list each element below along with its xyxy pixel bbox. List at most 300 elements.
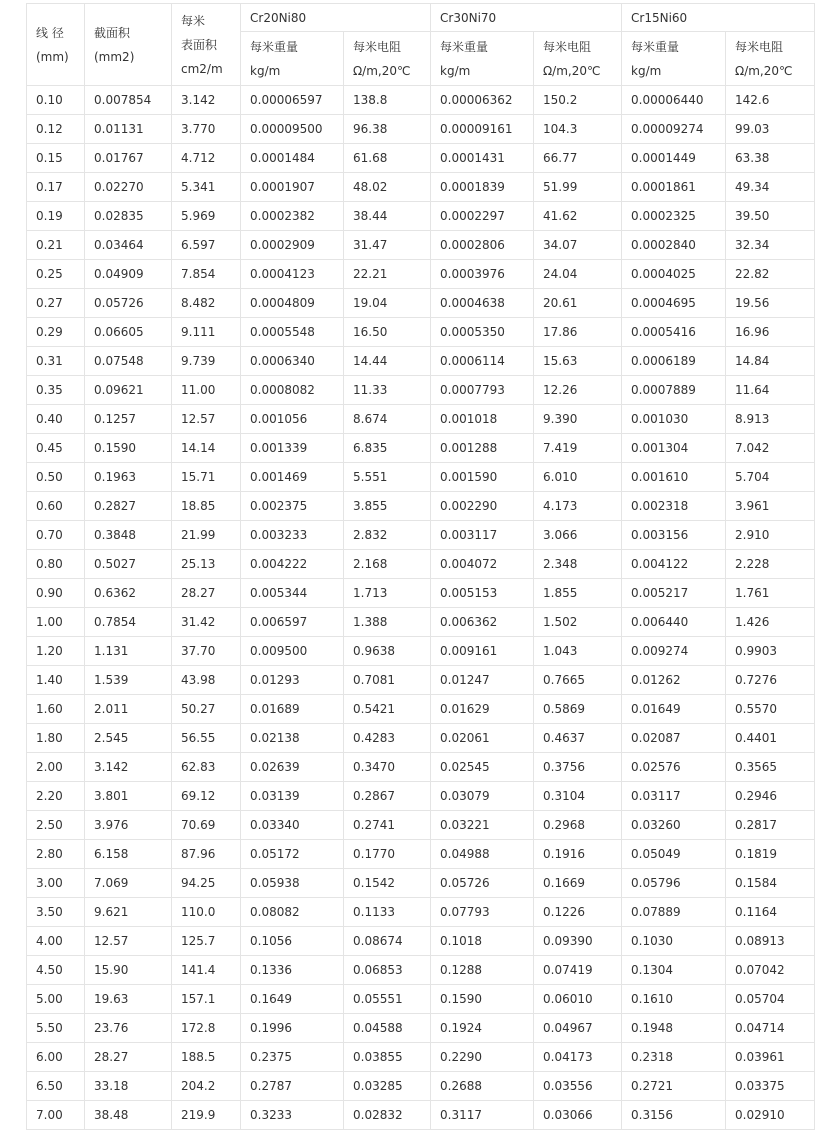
table-cell: 31.47 [344,231,431,260]
table-cell: 69.12 [172,782,241,811]
table-cell: 0.2721 [622,1072,726,1101]
table-cell: 0.1018 [431,927,534,956]
header-resistance-label: 每米电阻 [543,39,592,54]
table-cell: 6.010 [534,463,622,492]
table-cell: 0.006440 [622,608,726,637]
table-row [27,724,815,753]
table-cell: 61.68 [344,144,431,173]
table-cell: 0.9903 [726,637,815,666]
header-weight-label: 每米重量 [250,39,299,54]
table-row [27,318,815,347]
table-cell: 0.60 [27,492,85,521]
table-cell: 0.3565 [726,753,815,782]
table-row [27,463,815,492]
table-row [27,434,815,463]
table-cell: 3.142 [172,86,241,115]
table-cell: 23.76 [85,1014,172,1043]
table-cell: 0.01649 [622,695,726,724]
table-row [27,666,815,695]
table-cell: 3.50 [27,898,85,927]
table-cell: 188.5 [172,1043,241,1072]
table-cell: 0.1963 [85,463,172,492]
table-row [27,521,815,550]
table-cell: 0.03464 [85,231,172,260]
table-cell: 1.131 [85,637,172,666]
header-area [85,4,172,86]
table-row [27,985,815,1014]
table-cell: 0.0004638 [431,289,534,318]
table-row [27,173,815,202]
header-weight-unit: kg/m [250,63,281,78]
table-cell: 0.0004123 [241,260,344,289]
table-cell: 7.042 [726,434,815,463]
table-cell: 0.1288 [431,956,534,985]
table-cell: 0.06010 [534,985,622,1014]
table-cell: 41.62 [534,202,622,231]
table-cell: 0.00006362 [431,86,534,115]
table-cell: 0.3848 [85,521,172,550]
table-cell: 0.00006440 [622,86,726,115]
table-cell: 0.005344 [241,579,344,608]
table-cell: 62.83 [172,753,241,782]
table-cell: 0.03066 [534,1101,622,1130]
table-cell: 0.0006189 [622,347,726,376]
table-cell: 0.1669 [534,869,622,898]
table-cell: 0.3156 [622,1101,726,1130]
header-surface [172,4,241,86]
table-cell: 0.004072 [431,550,534,579]
header-weight-cr20ni80 [241,32,344,86]
table-cell: 0.005217 [622,579,726,608]
table-cell: 0.002318 [622,492,726,521]
table-cell: 0.1030 [622,927,726,956]
table-cell: 0.1257 [85,405,172,434]
table-cell: 0.07548 [85,347,172,376]
table-cell: 1.388 [344,608,431,637]
table-cell: 0.1924 [431,1014,534,1043]
table-cell: 0.0005350 [431,318,534,347]
table-cell: 0.07793 [431,898,534,927]
header-weight-unit: kg/m [440,63,471,78]
table-cell: 50.27 [172,695,241,724]
table-cell: 0.001469 [241,463,344,492]
table-cell: 4.50 [27,956,85,985]
table-row [27,1043,815,1072]
table-cell: 24.04 [534,260,622,289]
table-cell: 25.13 [172,550,241,579]
table-cell: 31.42 [172,608,241,637]
table-cell: 14.14 [172,434,241,463]
table-cell: 0.3104 [534,782,622,811]
table-row [27,840,815,869]
table-cell: 0.01247 [431,666,534,695]
table-cell: 21.99 [172,521,241,550]
table-cell: 1.539 [85,666,172,695]
table-cell: 1.80 [27,724,85,753]
table-cell: 0.06853 [344,956,431,985]
table-cell: 0.1304 [622,956,726,985]
table-cell: 5.551 [344,463,431,492]
table-cell: 3.855 [344,492,431,521]
table-cell: 142.6 [726,86,815,115]
table-cell: 0.0007889 [622,376,726,405]
table-row [27,376,815,405]
table-row [27,608,815,637]
table-cell: 0.001339 [241,434,344,463]
header-row-1 [27,4,815,32]
table-row [27,231,815,260]
table-cell: 1.60 [27,695,85,724]
table-cell: 1.00 [27,608,85,637]
header-resistance-unit: Ω/m,20℃ [353,63,411,78]
table-cell: 2.832 [344,521,431,550]
table-cell: 0.7854 [85,608,172,637]
table-cell: 0.90 [27,579,85,608]
table-cell: 7.854 [172,260,241,289]
table-cell: 20.61 [534,289,622,318]
table-row [27,405,815,434]
table-cell: 11.64 [726,376,815,405]
table-cell: 0.1590 [431,985,534,1014]
header-group-cr20ni80: Cr20Ni80 [241,4,431,32]
table-cell: 172.8 [172,1014,241,1043]
table-cell: 0.003156 [622,521,726,550]
table-cell: 0.3756 [534,753,622,782]
table-cell: 17.86 [534,318,622,347]
table-cell: 1.40 [27,666,85,695]
table-cell: 0.0002382 [241,202,344,231]
table-cell: 0.02087 [622,724,726,753]
table-cell: 9.739 [172,347,241,376]
table-cell: 11.00 [172,376,241,405]
table-cell: 19.63 [85,985,172,1014]
table-cell: 0.0001839 [431,173,534,202]
table-cell: 0.05726 [85,289,172,318]
table-cell: 6.835 [344,434,431,463]
table-cell: 0.00006597 [241,86,344,115]
table-cell: 8.674 [344,405,431,434]
table-cell: 96.38 [344,115,431,144]
table-cell: 63.38 [726,144,815,173]
table-cell: 0.1584 [726,869,815,898]
table-cell: 0.01293 [241,666,344,695]
table-cell: 0.001018 [431,405,534,434]
table-cell: 0.00009500 [241,115,344,144]
header-resistance-unit: Ω/m,20℃ [735,63,793,78]
table-cell: 0.1649 [241,985,344,1014]
table-cell: 4.173 [534,492,622,521]
table-cell: 0.4283 [344,724,431,753]
header-resistance-label: 每米电阻 [735,39,784,54]
table-cell: 18.85 [172,492,241,521]
table-cell: 0.0003976 [431,260,534,289]
table-cell: 0.001030 [622,405,726,434]
table-row [27,289,815,318]
table-cell: 14.44 [344,347,431,376]
table-cell: 219.9 [172,1101,241,1130]
table-cell: 0.02835 [85,202,172,231]
header-diameter-label: 线 径 [36,25,64,40]
table-cell: 0.05796 [622,869,726,898]
table-cell: 0.2827 [85,492,172,521]
table-cell: 0.001590 [431,463,534,492]
table-cell: 3.00 [27,869,85,898]
table-cell: 0.006597 [241,608,344,637]
table-cell: 0.40 [27,405,85,434]
table-cell: 15.71 [172,463,241,492]
table-cell: 0.002375 [241,492,344,521]
table-cell: 19.04 [344,289,431,318]
table-cell: 0.03079 [431,782,534,811]
table-row [27,579,815,608]
table-row [27,753,815,782]
table-cell: 0.03221 [431,811,534,840]
table-cell: 1.20 [27,637,85,666]
table-cell: 0.1226 [534,898,622,927]
table-cell: 2.80 [27,840,85,869]
table-cell: 0.04967 [534,1014,622,1043]
header-diameter-unit: (mm) [36,49,69,64]
table-cell: 0.07419 [534,956,622,985]
table-cell: 0.04173 [534,1043,622,1072]
table-cell: 38.44 [344,202,431,231]
table-cell: 0.00009274 [622,115,726,144]
table-cell: 0.08082 [241,898,344,927]
table-cell: 0.6362 [85,579,172,608]
table-cell: 19.56 [726,289,815,318]
table-cell: 138.8 [344,86,431,115]
table-cell: 0.0005548 [241,318,344,347]
table-cell: 0.01689 [241,695,344,724]
table-cell: 0.001056 [241,405,344,434]
table-cell: 34.07 [534,231,622,260]
table-cell: 0.1133 [344,898,431,927]
table-cell: 0.07889 [622,898,726,927]
table-cell: 28.27 [172,579,241,608]
table-cell: 0.2741 [344,811,431,840]
table-cell: 0.0001449 [622,144,726,173]
table-cell: 0.002290 [431,492,534,521]
table-cell: 0.001610 [622,463,726,492]
table-cell: 0.2817 [726,811,815,840]
table-cell: 16.96 [726,318,815,347]
table-cell: 15.90 [85,956,172,985]
table-cell: 0.01262 [622,666,726,695]
table-cell: 0.2946 [726,782,815,811]
header-group-cr15ni60: Cr15Ni60 [622,4,815,32]
table-cell: 0.05049 [622,840,726,869]
table-cell: 5.969 [172,202,241,231]
table-cell: 6.50 [27,1072,85,1101]
table-cell: 0.2290 [431,1043,534,1072]
table-cell: 51.99 [534,173,622,202]
table-cell: 3.142 [85,753,172,782]
table-cell: 0.31 [27,347,85,376]
table-cell: 0.3117 [431,1101,534,1130]
table-cell: 0.05938 [241,869,344,898]
table-cell: 0.10 [27,86,85,115]
table-cell: 0.25 [27,260,85,289]
table-cell: 2.168 [344,550,431,579]
table-cell: 0.0007793 [431,376,534,405]
table-cell: 0.2867 [344,782,431,811]
table-cell: 104.3 [534,115,622,144]
table-cell: 2.00 [27,753,85,782]
table-cell: 0.03139 [241,782,344,811]
table-cell: 5.704 [726,463,815,492]
header-weight-label: 每米重量 [631,39,680,54]
table-cell: 0.2318 [622,1043,726,1072]
table-cell: 12.26 [534,376,622,405]
table-cell: 15.63 [534,347,622,376]
table-cell: 141.4 [172,956,241,985]
table-cell: 0.03855 [344,1043,431,1072]
table-cell: 9.621 [85,898,172,927]
table-cell: 5.00 [27,985,85,1014]
table-cell: 0.03961 [726,1043,815,1072]
table-cell: 0.02576 [622,753,726,782]
resistance-wire-table [26,3,815,1130]
table-cell: 0.05172 [241,840,344,869]
table-cell: 2.20 [27,782,85,811]
table-cell: 4.712 [172,144,241,173]
table-cell: 0.003233 [241,521,344,550]
table-cell: 0.5869 [534,695,622,724]
table-cell: 0.7665 [534,666,622,695]
table-cell: 0.0004695 [622,289,726,318]
table-cell: 3.770 [172,115,241,144]
table-row [27,144,815,173]
table-cell: 0.1164 [726,898,815,927]
table-cell: 38.48 [85,1101,172,1130]
table-cell: 6.00 [27,1043,85,1072]
table-row [27,1014,815,1043]
table-cell: 204.2 [172,1072,241,1101]
header-surface-label-1: 每米 [181,13,206,28]
table-cell: 0.7081 [344,666,431,695]
table-cell: 0.3470 [344,753,431,782]
table-cell: 0.0004025 [622,260,726,289]
table-cell: 87.96 [172,840,241,869]
table-cell: 22.21 [344,260,431,289]
table-cell: 0.08913 [726,927,815,956]
table-cell: 2.545 [85,724,172,753]
table-cell: 0.1948 [622,1014,726,1043]
header-weight-cr15ni60 [622,32,726,86]
table-cell: 0.02545 [431,753,534,782]
table-cell: 2.50 [27,811,85,840]
table-row [27,1101,815,1130]
table-cell: 0.03260 [622,811,726,840]
table-cell: 0.27 [27,289,85,318]
table-cell: 32.34 [726,231,815,260]
table-cell: 0.5421 [344,695,431,724]
table-cell: 0.0008082 [241,376,344,405]
table-cell: 33.18 [85,1072,172,1101]
table-cell: 0.4401 [726,724,815,753]
table-cell: 0.5027 [85,550,172,579]
header-weight-unit: kg/m [631,63,662,78]
table-cell: 0.03375 [726,1072,815,1101]
table-cell: 0.3233 [241,1101,344,1130]
table-cell: 7.419 [534,434,622,463]
table-cell: 43.98 [172,666,241,695]
table-cell: 0.003117 [431,521,534,550]
table-cell: 150.2 [534,86,622,115]
table-cell: 49.34 [726,173,815,202]
table-cell: 0.2968 [534,811,622,840]
table-cell: 0.09390 [534,927,622,956]
table-cell: 5.341 [172,173,241,202]
table-cell: 4.00 [27,927,85,956]
table-cell: 0.0002909 [241,231,344,260]
table-row [27,695,815,724]
table-cell: 0.1819 [726,840,815,869]
table-cell: 7.069 [85,869,172,898]
table-cell: 0.02138 [241,724,344,753]
table-cell: 0.006362 [431,608,534,637]
table-cell: 0.08674 [344,927,431,956]
table-cell: 1.502 [534,608,622,637]
table-cell: 0.04588 [344,1014,431,1043]
table-cell: 0.0004809 [241,289,344,318]
table-cell: 0.1542 [344,869,431,898]
table-cell: 0.70 [27,521,85,550]
header-resistance-cr15ni60 [726,32,815,86]
table-cell: 0.12 [27,115,85,144]
table-cell: 0.0001861 [622,173,726,202]
header-group-cr30ni70: Cr30Ni70 [431,4,622,32]
header-resistance-cr20ni80 [344,32,431,86]
table-cell: 0.001304 [622,434,726,463]
table-cell: 0.1056 [241,927,344,956]
table-cell: 1.426 [726,608,815,637]
table-cell: 0.07042 [726,956,815,985]
table-cell: 0.2688 [431,1072,534,1101]
table-cell: 1.713 [344,579,431,608]
header-area-unit: (mm2) [94,49,135,64]
table-cell: 2.348 [534,550,622,579]
table-cell: 0.01131 [85,115,172,144]
table-cell: 3.801 [85,782,172,811]
table-cell: 1.043 [534,637,622,666]
table-row [27,782,815,811]
table-cell: 11.33 [344,376,431,405]
table-cell: 94.25 [172,869,241,898]
table-cell: 0.1916 [534,840,622,869]
table-cell: 0.05726 [431,869,534,898]
header-area-label: 截面积 [94,25,131,40]
table-cell: 9.111 [172,318,241,347]
table-cell: 37.70 [172,637,241,666]
table-cell: 0.1770 [344,840,431,869]
table-cell: 14.84 [726,347,815,376]
table-cell: 0.0001907 [241,173,344,202]
table-cell: 0.009161 [431,637,534,666]
table-row [27,898,815,927]
table-cell: 0.0006340 [241,347,344,376]
table-cell: 0.007854 [85,86,172,115]
table-cell: 125.7 [172,927,241,956]
table-cell: 0.19 [27,202,85,231]
header-weight-cr30ni70 [431,32,534,86]
table-cell: 3.976 [85,811,172,840]
table-cell: 0.0001431 [431,144,534,173]
table-row [27,86,815,115]
table-cell: 0.005153 [431,579,534,608]
table-cell: 0.0001484 [241,144,344,173]
table-row [27,1072,815,1101]
